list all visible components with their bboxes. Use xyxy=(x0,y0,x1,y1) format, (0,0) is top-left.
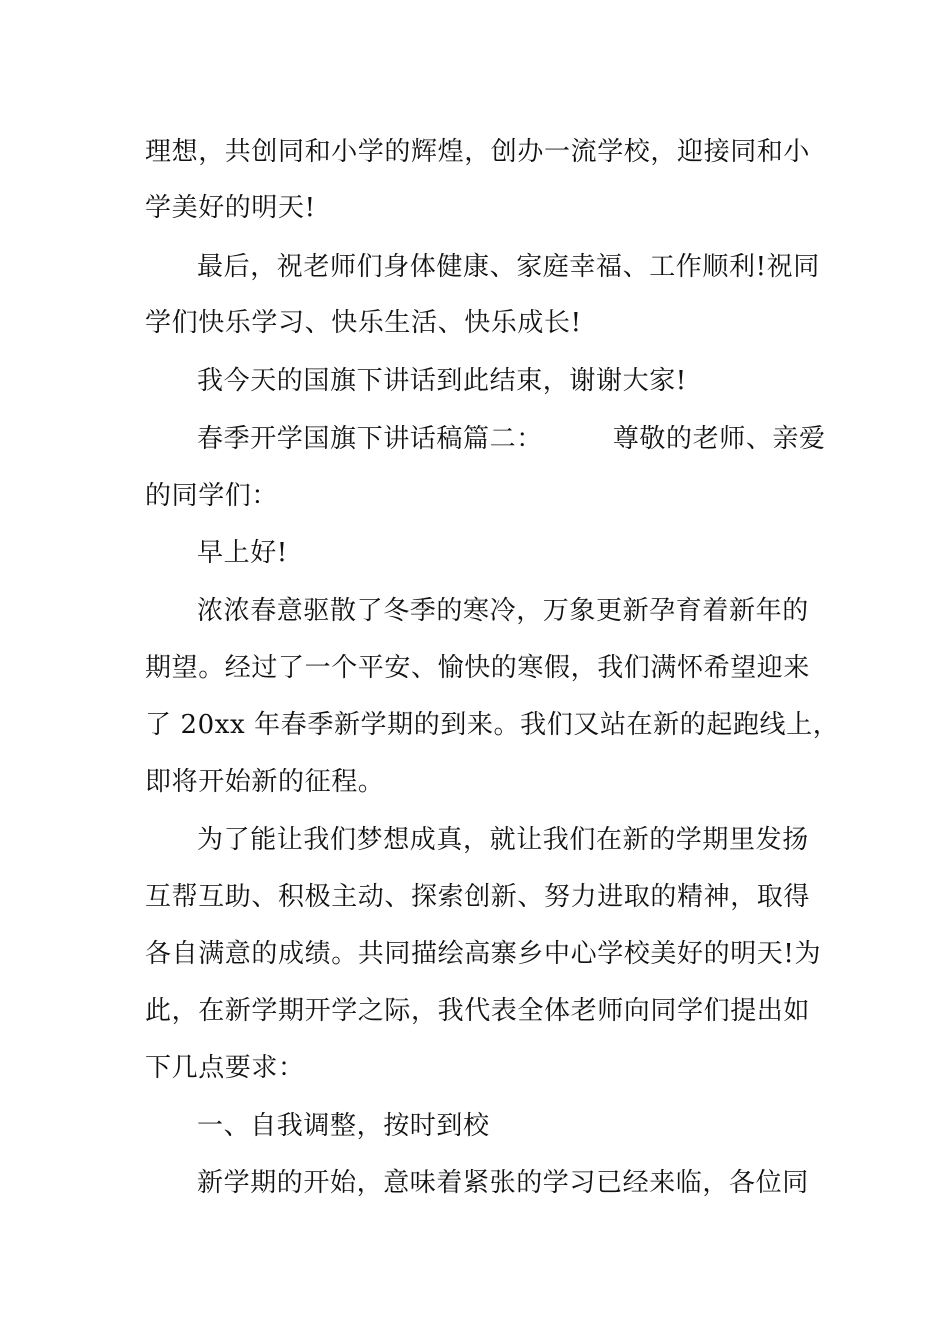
text-line: 即将开始新的征程。 xyxy=(145,767,385,797)
text-line: 为了能让我们梦想成真，就让我们在新的学期里发扬 xyxy=(197,825,809,855)
text-line: 学美好的明天! xyxy=(145,193,316,223)
text-line: 的同学们： xyxy=(145,481,279,511)
heading-line xyxy=(197,419,826,459)
text-line: 期望。经过了一个平安、愉快的寒假，我们满怀希望迎来 xyxy=(145,653,811,683)
text-line: 此，在新学期开学之际，我代表全体老师向同学们提出如 xyxy=(145,996,811,1026)
text-line: 了 20xx 年春季新学期的到来。我们又站在新的起跑线上， xyxy=(145,710,840,740)
text-line: 浓浓春意驱散了冬季的寒冷，万象更新孕育着新年的 xyxy=(197,596,809,626)
text-line: 早上好! xyxy=(197,538,288,568)
text-line: 最后，祝老师们身体健康、家庭幸福、工作顺利!祝同 xyxy=(197,252,820,282)
text-line: 学们快乐学习、快乐生活、快乐成长! xyxy=(145,308,582,338)
salutation: 尊敬的老师、亲爱 xyxy=(612,424,826,454)
section-title: 春季开学国旗下讲话稿篇二： xyxy=(197,424,543,454)
text-line: 理想，共创同和小学的辉煌，创办一流学校，迎接同和小 xyxy=(145,137,811,167)
text-line: 互帮互助、积极主动、探索创新、努力进取的精神，取得 xyxy=(145,882,811,912)
text-line: 我今天的国旗下讲话到此结束，谢谢大家! xyxy=(197,366,687,396)
text-line: 一、自我调整，按时到校 xyxy=(197,1111,490,1141)
text-line: 各自满意的成绩。共同描绘高寨乡中心学校美好的明天!为 xyxy=(145,939,822,969)
text-line: 下几点要求： xyxy=(145,1053,305,1083)
text-line: 新学期的开始，意味着紧张的学习已经来临，各位同 xyxy=(197,1168,809,1198)
